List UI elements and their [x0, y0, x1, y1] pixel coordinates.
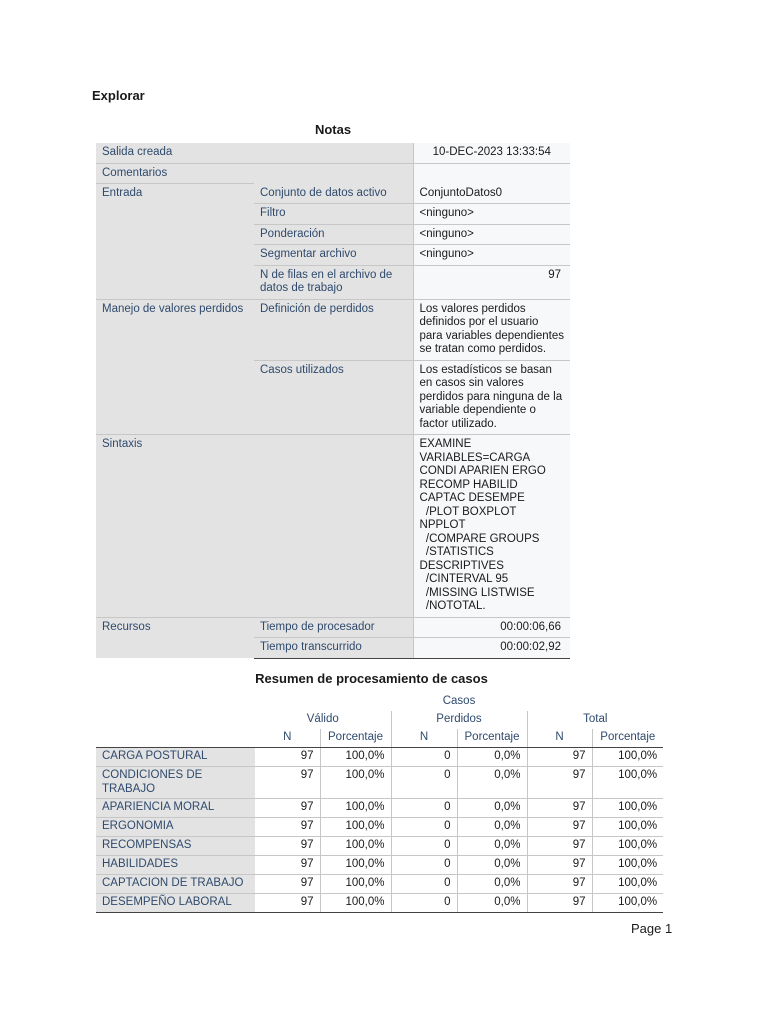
- notas-title: Notas: [314, 122, 352, 137]
- cell-value: 97: [527, 799, 592, 818]
- notas-value: <ninguno>: [413, 204, 570, 225]
- notas-value-salida: 10-DEC-2023 13:33:54: [413, 143, 570, 163]
- casos-header: Casos: [442, 695, 476, 707]
- notas-sublabel: Casos utilizados: [254, 360, 413, 435]
- page-number: Page 1: [631, 921, 673, 936]
- section-heading: Explorar: [92, 88, 145, 103]
- cell-value: 100,0%: [592, 856, 663, 875]
- cell-value: 0,0%: [457, 767, 527, 799]
- cell-value: 97: [527, 767, 592, 799]
- notas-sublabel: Tiempo transcurrido: [254, 638, 413, 659]
- sintaxis-line: EXAMINE: [419, 438, 472, 450]
- cell-value: 100,0%: [592, 748, 663, 767]
- table-row: [96, 818, 663, 837]
- notas-value: Los estadísticos se basan en casos sin valores perdidos para ninguna de la variable dependiente o factor utilizado.: [413, 360, 570, 435]
- cell-value: 0,0%: [457, 799, 527, 818]
- sintaxis-line: /MISSING LISTWISE: [419, 586, 535, 599]
- table-row: [96, 799, 663, 818]
- resumen-header-groups: [96, 711, 663, 729]
- cell-value: 0: [391, 856, 457, 875]
- notas-label-sintaxis: Sintaxis: [96, 435, 413, 618]
- cell-value: 100,0%: [320, 856, 391, 875]
- notas-sintaxis-block: [413, 435, 570, 618]
- cell-value: 0: [391, 894, 457, 913]
- table-row: [96, 856, 663, 875]
- notas-label-entrada: Entrada: [96, 184, 254, 300]
- sintaxis-line: /NOTOTAL.: [419, 600, 486, 612]
- cell-value: 0: [391, 818, 457, 837]
- cell-value: 100,0%: [592, 767, 663, 799]
- notas-value: <ninguno>: [413, 224, 570, 245]
- resumen-corner: [96, 693, 255, 711]
- notas-sublabel: Filtro: [254, 204, 413, 225]
- sintaxis-line: NPPLOT: [419, 519, 466, 531]
- sintaxis-line: /STATISTICS: [419, 546, 494, 558]
- table-row: [96, 875, 663, 894]
- cell-value: 97: [527, 818, 592, 837]
- notas-sublabel: Conjunto de datos activo: [254, 184, 413, 204]
- column-header: Porcentaje: [592, 729, 663, 748]
- notas-row-comentarios: [96, 163, 570, 184]
- cell-value: 100,0%: [592, 894, 663, 913]
- row-label: APARIENCIA MORAL: [96, 799, 255, 818]
- row-label: DESEMPEÑO LABORAL: [96, 894, 255, 913]
- notas-sublabel: Ponderación: [254, 224, 413, 245]
- sintaxis-line: RECOMP HABILID: [419, 478, 518, 491]
- row-label: CAPTACION DE TRABAJO: [96, 875, 255, 894]
- notas-value: 00:00:06,66: [413, 617, 570, 638]
- cell-value: 0: [391, 875, 457, 894]
- table-row: [96, 767, 663, 799]
- resumen-header-casos: [96, 693, 663, 711]
- notas-row-sintaxis: [96, 435, 570, 618]
- resumen-table: [96, 693, 663, 913]
- cell-value: 100,0%: [320, 837, 391, 856]
- group-header-perdidos: Perdidos: [391, 711, 527, 729]
- cell-value: 97: [255, 875, 320, 894]
- cell-value: 97: [255, 894, 320, 913]
- notas-label-salida: Salida creada: [96, 143, 413, 163]
- group-header-valido: Válido: [306, 713, 339, 725]
- notas-label-recursos: Recursos: [96, 617, 254, 658]
- row-label: HABILIDADES: [96, 856, 255, 875]
- cell-value: 100,0%: [320, 767, 391, 799]
- cell-value: 100,0%: [592, 875, 663, 894]
- column-header: N: [391, 729, 457, 748]
- sintaxis-line: DESCRIPTIVES: [419, 559, 504, 572]
- cell-value: 100,0%: [320, 875, 391, 894]
- cell-value: 97: [255, 799, 320, 818]
- cell-value: 0: [391, 748, 457, 767]
- notas-row-salida: [96, 143, 570, 163]
- notas-value: 00:00:02,92: [413, 638, 570, 659]
- sintaxis-line: VARIABLES=CARGA: [419, 451, 531, 464]
- cell-value: 97: [527, 837, 592, 856]
- cell-value: 100,0%: [592, 837, 663, 856]
- table-row: [96, 837, 663, 856]
- notas-sublabel: Segmentar archivo: [254, 245, 413, 266]
- cell-value: 0,0%: [457, 875, 527, 894]
- column-header: N: [255, 729, 320, 748]
- cell-value: 100,0%: [320, 818, 391, 837]
- cell-value: 0,0%: [457, 856, 527, 875]
- cell-value: 0,0%: [457, 894, 527, 913]
- notas-value: 97: [413, 265, 570, 299]
- notas-value: ConjuntoDatos0: [413, 184, 570, 204]
- row-label: ERGONOMIA: [96, 818, 255, 837]
- sintaxis-line: CONDI APARIEN ERGO: [419, 465, 546, 477]
- notas-table: [96, 143, 570, 659]
- cell-value: 97: [255, 856, 320, 875]
- sintaxis-line: CAPTAC DESEMPE: [419, 492, 525, 504]
- cell-value: 0,0%: [457, 837, 527, 856]
- cell-value: 0: [391, 837, 457, 856]
- table-row: [96, 894, 663, 913]
- table-row: [96, 748, 663, 767]
- notas-sublabel: N de filas en el archivo de datos de trabajo: [254, 265, 413, 299]
- notas-label-manejo: Manejo de valores perdidos: [96, 299, 254, 435]
- column-header: Porcentaje: [320, 729, 391, 748]
- sintaxis-line: /COMPARE GROUPS: [419, 532, 540, 545]
- cell-value: 100,0%: [320, 748, 391, 767]
- resumen-title: Resumen de procesamiento de casos: [255, 671, 488, 686]
- resumen-corner: [96, 729, 255, 748]
- group-header-total: Total: [527, 711, 663, 729]
- row-label: RECOMPENSAS: [96, 837, 255, 856]
- notas-row-entrada: [96, 184, 570, 204]
- notas-row-manejo: [96, 299, 570, 360]
- cell-value: 100,0%: [592, 799, 663, 818]
- cell-value: 100,0%: [592, 818, 663, 837]
- cell-value: 97: [255, 818, 320, 837]
- row-label: CONDICIONES DE TRABAJO: [96, 767, 255, 799]
- notas-sublabel: Tiempo de procesador: [254, 617, 413, 638]
- notas-row-recursos: [96, 617, 570, 638]
- cell-value: 97: [255, 748, 320, 767]
- cell-value: 100,0%: [320, 894, 391, 913]
- cell-value: 0: [391, 767, 457, 799]
- column-header: Porcentaje: [457, 729, 527, 748]
- notas-label-comentarios: Comentarios: [96, 163, 413, 184]
- cell-value: 97: [527, 748, 592, 767]
- cell-value: 97: [527, 875, 592, 894]
- cell-value: 0,0%: [457, 748, 527, 767]
- notas-value-comentarios: [413, 163, 570, 184]
- row-label: CARGA POSTURAL: [96, 748, 255, 767]
- cell-value: 97: [527, 856, 592, 875]
- cell-value: 0,0%: [457, 818, 527, 837]
- sintaxis-line: /PLOT BOXPLOT: [419, 505, 517, 518]
- cell-value: 97: [255, 767, 320, 799]
- notas-value: <ninguno>: [413, 245, 570, 266]
- notas-value: Los valores perdidos definidos por el usuario para variables dependientes se tratan como perdidos.: [413, 299, 570, 360]
- resumen-corner: [96, 711, 255, 729]
- resumen-header-columns: [96, 729, 663, 748]
- cell-value: 0: [391, 799, 457, 818]
- cell-value: 100,0%: [320, 799, 391, 818]
- cell-value: 97: [255, 837, 320, 856]
- cell-value: 97: [527, 894, 592, 913]
- notas-sublabel: Definición de perdidos: [254, 299, 413, 360]
- column-header: N: [527, 729, 592, 748]
- sintaxis-line: /CINTERVAL 95: [419, 573, 509, 585]
